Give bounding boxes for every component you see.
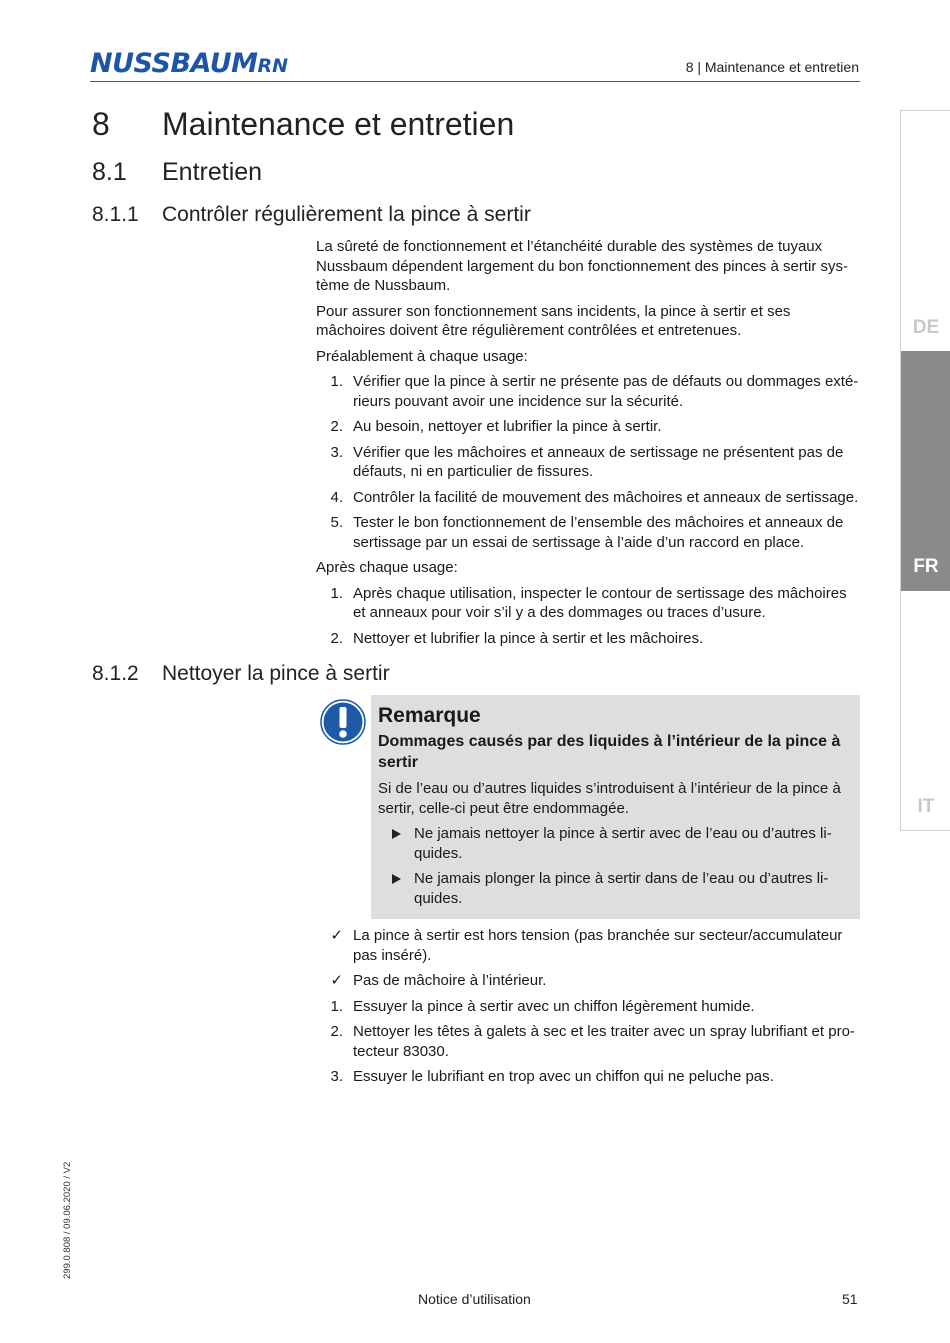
subsection-heading-2 xyxy=(92,660,390,688)
step-number: 2. xyxy=(330,418,343,435)
list-item xyxy=(378,869,852,908)
section-number: 8.1 xyxy=(92,158,127,186)
checkmark-icon: ✓ xyxy=(330,972,343,989)
section-title: Entretien xyxy=(162,158,263,186)
header-section-title: 8 | Maintenance et entretien xyxy=(685,59,859,75)
bullet-text: Ne jamais plonger la pince à sertir dans de l’eau ou d’autres liquides. xyxy=(414,870,829,907)
company-logo xyxy=(90,48,288,82)
subsection-title: Nettoyer la pince à sertir xyxy=(162,662,390,685)
step-text: Nettoyer et lubrifier la pince à sertir et les mâchoires. xyxy=(353,629,704,647)
language-tab-de[interactable] xyxy=(901,111,950,351)
list-item xyxy=(316,417,861,437)
cleaning-steps xyxy=(316,997,861,1087)
list-item xyxy=(316,584,861,623)
step-number: 2. xyxy=(330,1023,343,1040)
step-text: Essuyer la pince à sertir avec un chiffon légèrement humide. xyxy=(353,997,755,1015)
triangle-bullet-icon xyxy=(392,829,401,839)
preconditions-list xyxy=(316,926,861,991)
list-item xyxy=(316,443,861,482)
step-text: Après chaque utilisation, inspecter le contour de sertissage des mâchoires et anneaux pour voir s’il y a des dommages ou traces d’usure. xyxy=(353,584,847,621)
step-number: 5. xyxy=(330,514,343,531)
document-reference: 299.0.808 / 09.06.2020 / V2 xyxy=(62,1161,73,1279)
step-number: 2. xyxy=(330,629,343,647)
language-tab-fr[interactable] xyxy=(901,351,950,591)
subsection-number: 8.1.2 xyxy=(92,662,139,685)
list-item xyxy=(316,513,861,552)
step-text: Contrôler la facilité de mouvement des mâchoires et anneaux de sertissage. xyxy=(353,488,859,506)
list-item xyxy=(316,1067,861,1087)
list-item xyxy=(316,997,861,1017)
list-item xyxy=(316,372,861,411)
note-bullets xyxy=(378,824,852,908)
note-box xyxy=(371,695,860,919)
logo-main-text: NUSSBAUM xyxy=(90,48,258,79)
language-tab-label: DE xyxy=(912,317,940,338)
precondition-text: La pince à sertir est hors tension (pas branchée sur secteur/accumulateur pas inséré). xyxy=(353,927,843,964)
triangle-bullet-icon xyxy=(392,874,401,884)
step-number: 3. xyxy=(330,443,343,461)
chapter-title: Maintenance et entretien xyxy=(162,106,515,142)
subsection-1-content xyxy=(316,237,861,654)
step-number: 3. xyxy=(330,1068,343,1085)
step-text: Vérifier que la pince à sertir ne présente pas de défauts ou dommages extérieurs pouvant avoir une incidence sur la sécurité. xyxy=(353,373,859,410)
checkmark-icon: ✓ xyxy=(330,927,343,944)
logo-suffix-text: RN xyxy=(257,55,289,77)
note-title: Remarque xyxy=(378,704,481,727)
subsection-heading-1 xyxy=(92,201,531,229)
step-text: Tester le bon fonctionnement de l’ensemble des mâchoires et anneaux de sertissage par un essai de sertissage à l’aide d’un raccord en place. xyxy=(353,514,844,551)
step-number: 1. xyxy=(330,997,343,1015)
language-tab-label: IT xyxy=(917,796,935,817)
subsection-number: 8.1.1 xyxy=(92,203,139,226)
step-number: 1. xyxy=(330,373,343,390)
page-number: 51 xyxy=(842,1291,858,1307)
step-text: Nettoyer les têtes à galets à sec et les traiter avec un spray lubrifiant et protecteur 83030. xyxy=(353,1023,855,1060)
list-item xyxy=(316,488,861,508)
language-tab-label: FR xyxy=(913,556,939,577)
chapter-heading xyxy=(92,104,514,144)
step-text: Vérifier que les mâchoires et anneaux de sertissage ne présentent pas de défauts, ni en particulier de fissures. xyxy=(353,443,844,480)
step-number: 4. xyxy=(330,488,343,506)
subsection-2-content xyxy=(316,926,861,1093)
subsection-title: Contrôler régulièrement la pince à sertir xyxy=(162,203,531,226)
list-item xyxy=(316,629,861,649)
step-text: Au besoin, nettoyer et lubrifier la pince à sertir. xyxy=(353,418,662,435)
precondition-text: Pas de mâchoire à l’intérieur. xyxy=(353,972,547,989)
note-text: Si de l’eau ou d’autres liquides s’introduisent à l’intérieur de la pince à sertir, celle-ci peut être endommagée. xyxy=(378,780,841,817)
language-sidebar xyxy=(900,110,950,831)
language-tab-it[interactable] xyxy=(901,591,950,831)
section-heading xyxy=(92,156,262,188)
maintenance-paragraph: Pour assurer son fonctionnement sans incidents, la pince à sertir et ses mâchoires doivent être régulièrement contrôlées et entretenues. xyxy=(316,302,791,339)
list-item xyxy=(316,971,861,991)
note-subtitle: Dommages causés par des liquides à l’intérieur de la pince à sertir xyxy=(378,733,841,771)
step-text: Essuyer le lubrifiant en trop avec un chiffon qui ne peluche pas. xyxy=(353,1068,774,1085)
step-number: 1. xyxy=(330,584,343,602)
list-item xyxy=(316,1022,861,1061)
note-callout xyxy=(316,695,861,919)
list-item xyxy=(378,824,852,863)
list-item xyxy=(316,926,861,965)
after-use-steps xyxy=(316,584,861,649)
before-use-steps xyxy=(316,372,861,552)
before-use-label: Préalablement à chaque usage: xyxy=(316,347,528,365)
footer-doc-title: Notice d’utilisation xyxy=(418,1291,531,1307)
chapter-number: 8 xyxy=(92,106,110,142)
after-use-label: Après chaque usage: xyxy=(316,559,458,576)
exclamation-icon xyxy=(320,699,366,745)
header-divider xyxy=(90,81,860,82)
bullet-text: Ne jamais nettoyer la pince à sertir avec de l’eau ou d’autres liquides. xyxy=(414,825,832,862)
intro-paragraph: La sûreté de fonctionnement et l’étanchéité durable des systèmes de tuyaux Nussbaum dépendent largement du bon fonctionnement des pinces à sertir système de Nussbaum. xyxy=(316,238,848,294)
